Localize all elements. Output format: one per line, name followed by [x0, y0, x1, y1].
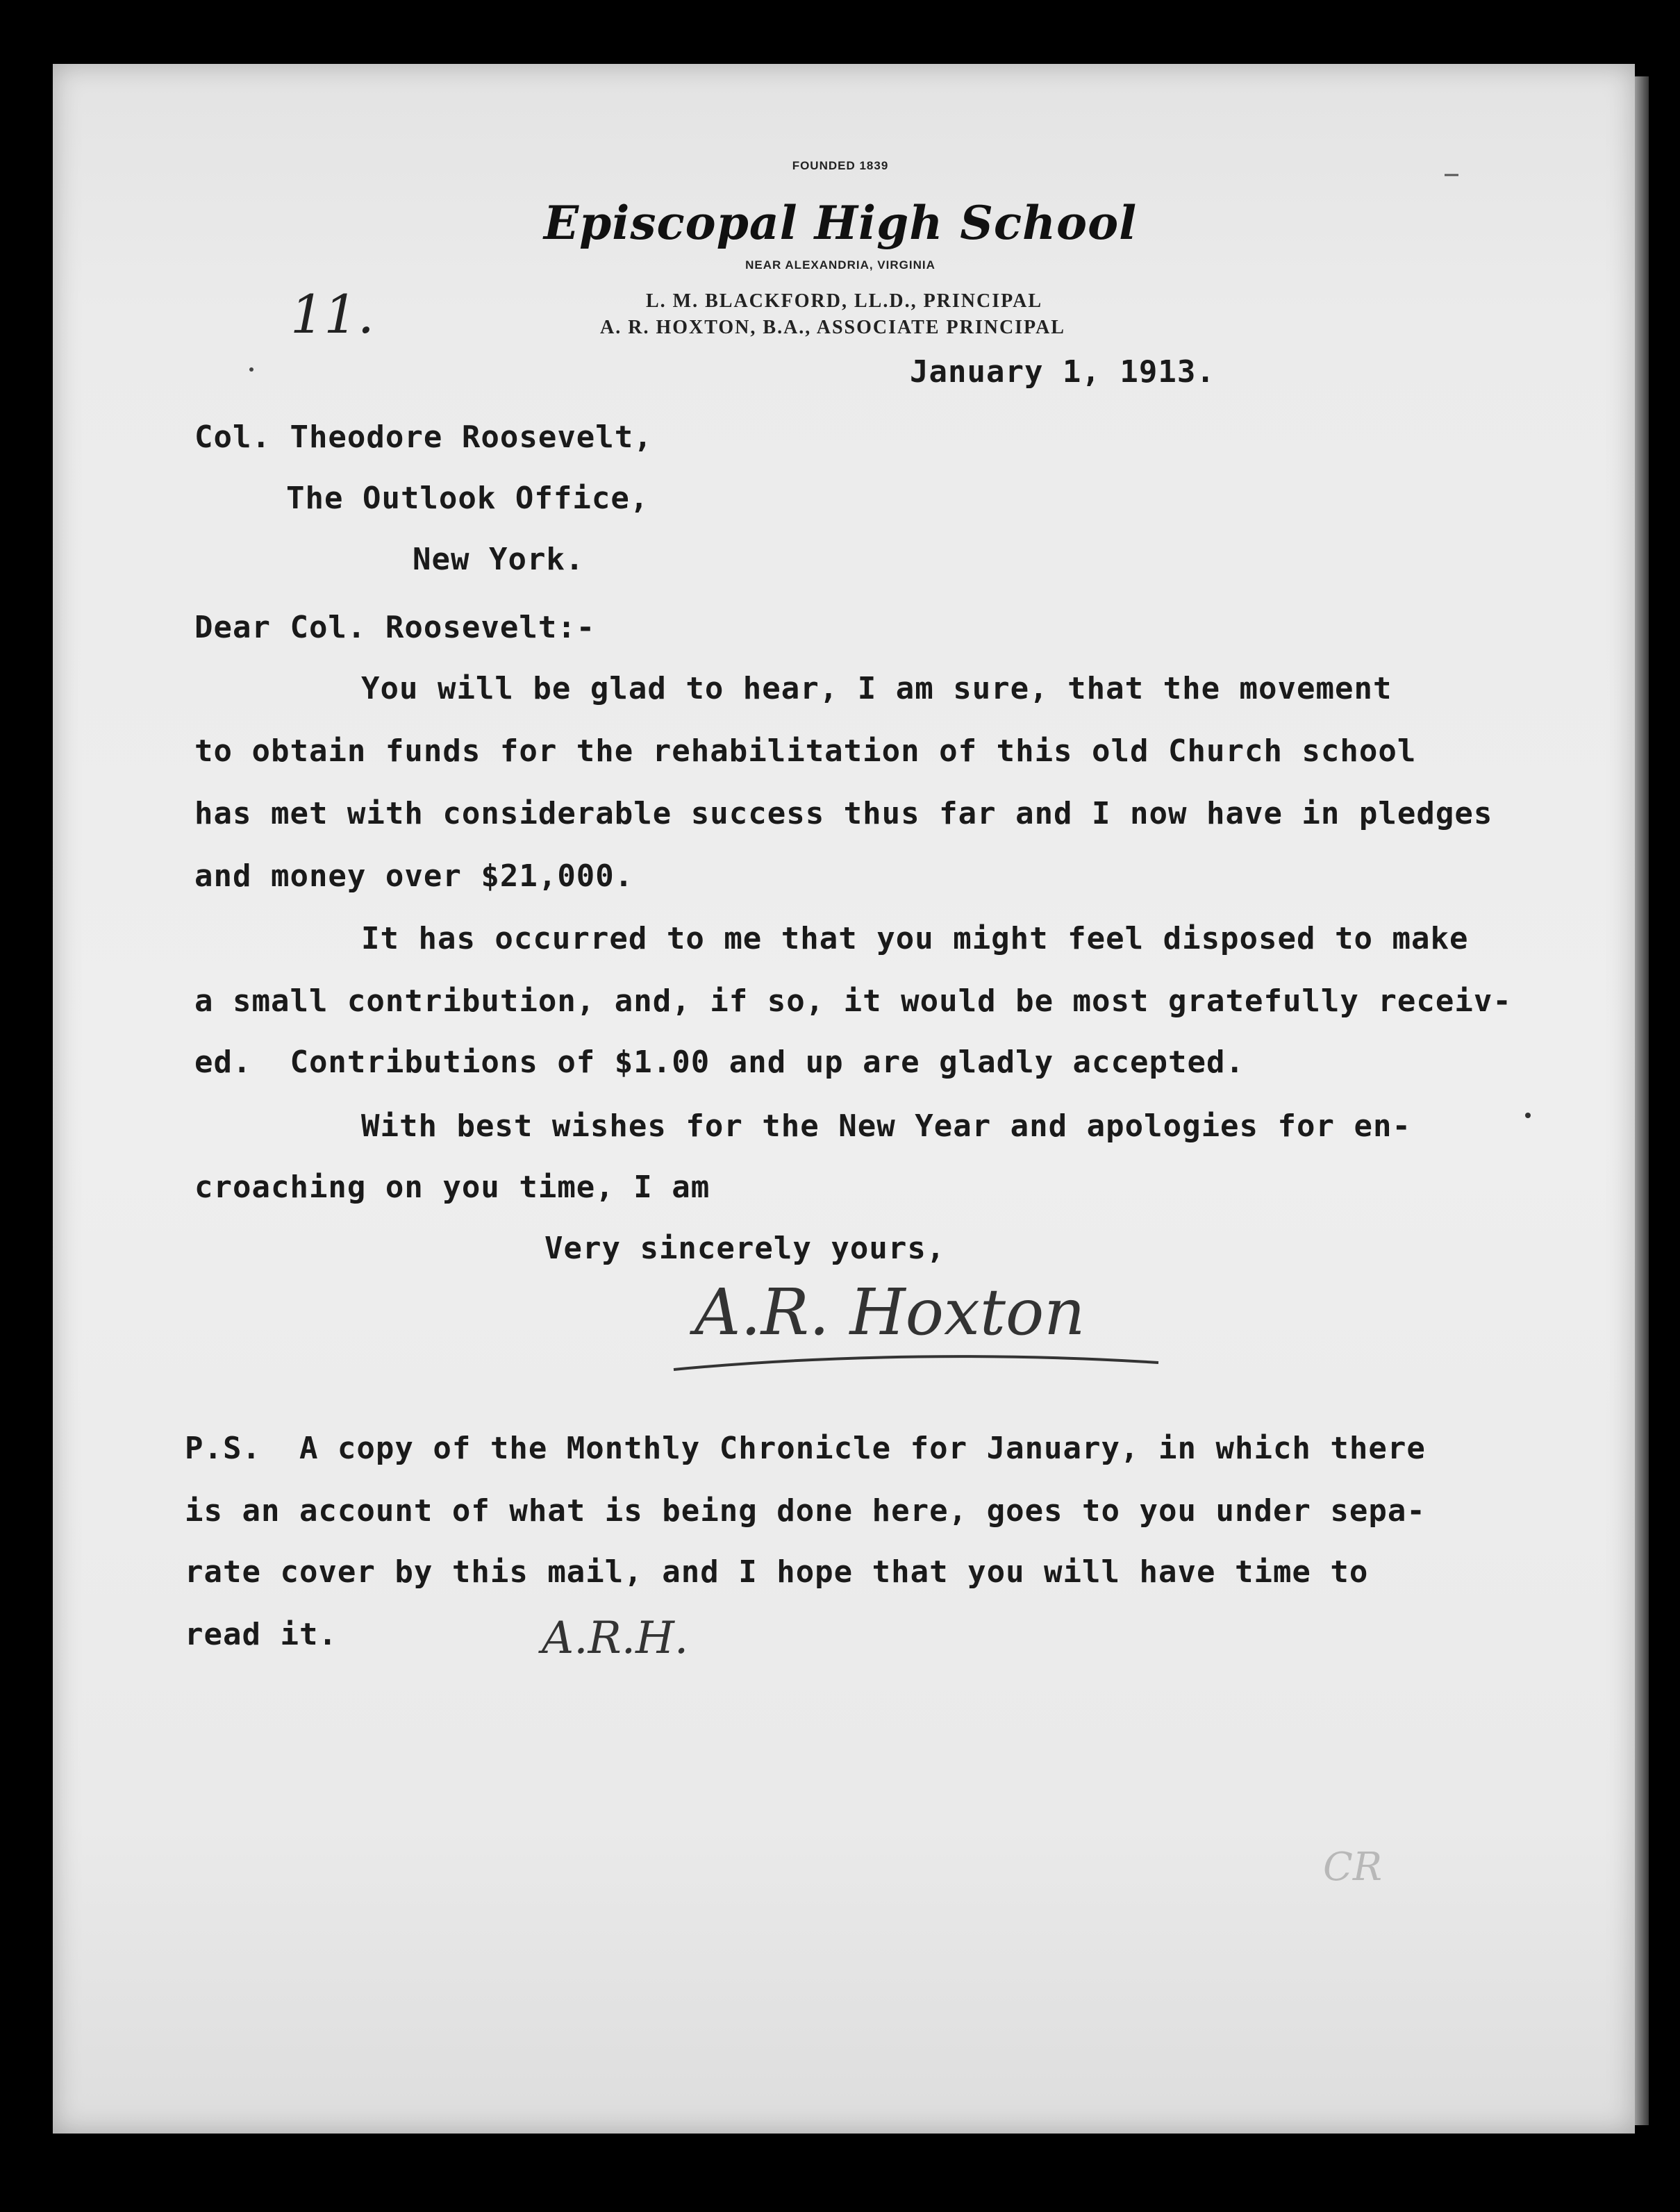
letterhead-school-name: Episcopal High School [543, 196, 1138, 250]
ps-line-4: read it. [185, 1617, 338, 1652]
body-p3-line-1: With best wishes for the New Year and apologies for en- [361, 1108, 1411, 1144]
body-p1-line-1: You will be glad to hear, I am sure, that the movement [361, 671, 1392, 706]
letterhead-associate-principal: A. R. HOXTON, B.A., ASSOCIATE PRINCIPAL [600, 317, 1065, 338]
ps-line-2: is an account of what is being done here, goes to you under sepa- [185, 1493, 1426, 1529]
body-p1-line-4: and money over $21,000. [194, 858, 634, 894]
ps-line-3: rate cover by this mail, and I hope that you will have time to [185, 1554, 1369, 1590]
signature: A.R. Hoxton [695, 1275, 1086, 1349]
address-line-2: The Outlook Office, [286, 481, 649, 516]
address-line-1: Col. Theodore Roosevelt, [194, 419, 653, 455]
body-p2-line-3: ed. Contributions of $1.00 and up are gladly accepted. [194, 1045, 1245, 1080]
margin-note: 11. [290, 283, 374, 345]
address-line-3: New York. [413, 542, 585, 577]
body-p3-line-2: croaching on you time, I am [194, 1170, 710, 1205]
body-p2-line-2: a small contribution, and, if so, it would be most gratefully receiv- [194, 983, 1512, 1019]
salutation: Dear Col. Roosevelt:- [194, 610, 596, 645]
letterhead-principal: L. M. BLACKFORD, LL.D., PRINCIPAL [646, 290, 1043, 312]
corner-mark: CR [1323, 1845, 1383, 1890]
ps-line-1: P.S. A copy of the Monthly Chronicle for January, in which there [185, 1431, 1426, 1466]
closing: Very sincerely yours, [544, 1231, 946, 1266]
letterhead-location: NEAR ALEXANDRIA, VIRGINIA [745, 258, 935, 272]
ps-initials: A.R.H. [542, 1613, 689, 1664]
body-p1-line-2: to obtain funds for the rehabilitation of this old Church school [194, 733, 1417, 769]
letterhead-founded: FOUNDED 1839 [792, 159, 889, 172]
letter-date: January 1, 1913. [910, 354, 1215, 390]
body-p1-line-3: has met with considerable success thus far and I now have in pledges [194, 796, 1493, 831]
body-p2-line-1: It has occurred to me that you might feel disposed to make [361, 921, 1469, 956]
